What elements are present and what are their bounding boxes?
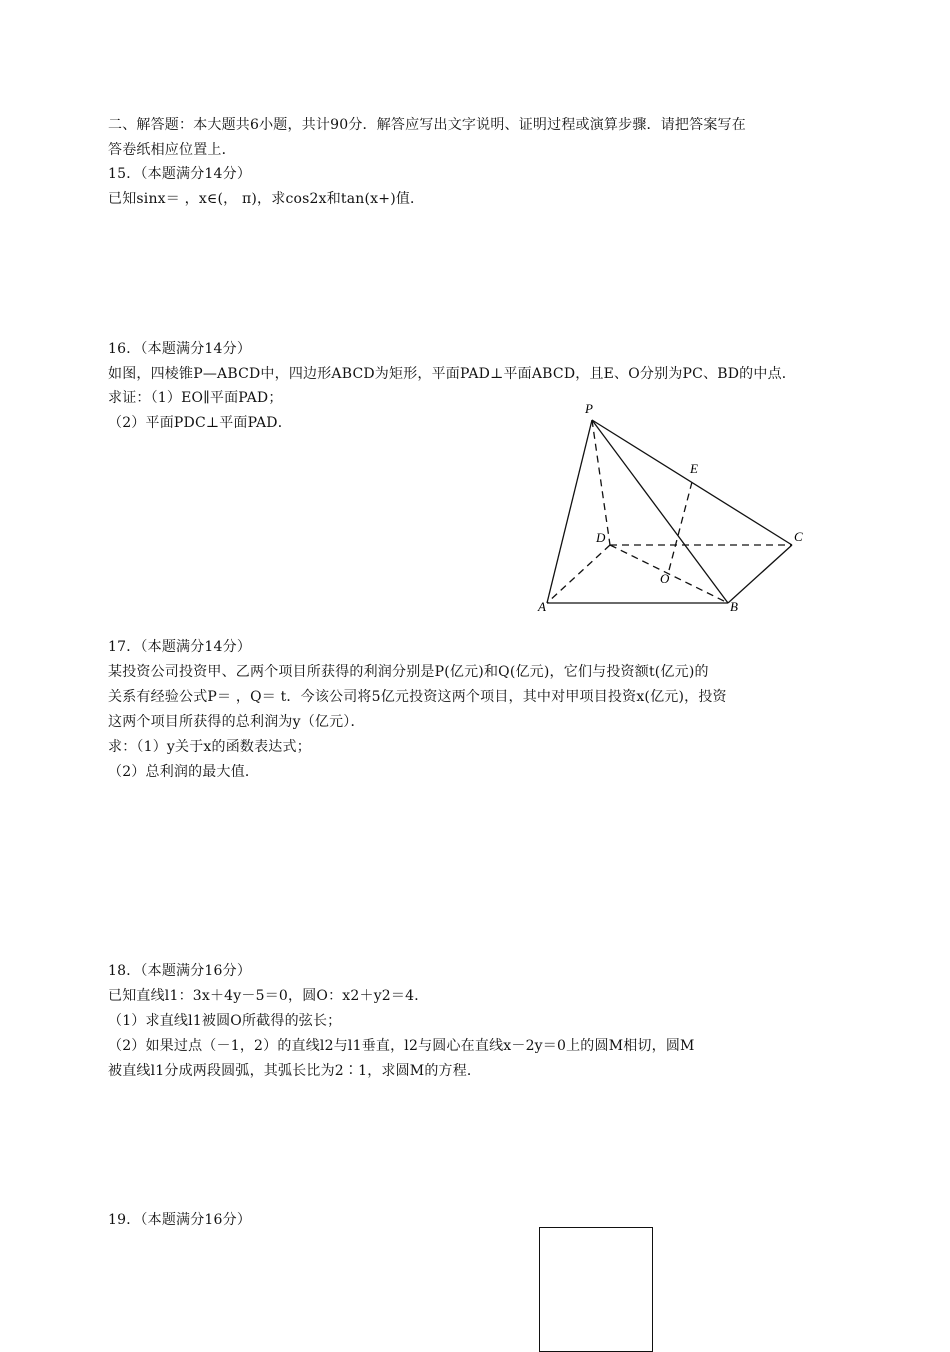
q19-figure-box xyxy=(539,1227,653,1352)
label-E: E xyxy=(690,461,698,476)
q17-line3: 这两个项目所获得的总利润为y（亿元）． xyxy=(108,714,365,730)
q16-proof-2: （2）平面PDC⊥平面PAD． xyxy=(108,415,292,431)
q15-text: 已知sinx＝ ，x∈(， π)，求cos2x和tan(x+)值． xyxy=(108,191,425,207)
section-heading-cont: 答卷纸相应位置上． xyxy=(108,142,236,158)
q17-title: 17．（本题满分14分） xyxy=(108,639,252,655)
q19-title: 19．（本题满分16分） xyxy=(108,1212,252,1228)
q17-ask-1: 求：（1）y关于x的函数表达式； xyxy=(108,739,311,755)
label-P: P xyxy=(585,401,593,416)
edge-PD xyxy=(592,420,610,545)
q18-title: 18．（本题满分16分） xyxy=(108,963,252,979)
q16-title: 16．（本题满分14分） xyxy=(108,341,252,357)
q15-title: 15．（本题满分14分） xyxy=(108,166,252,182)
label-A: A xyxy=(538,599,546,614)
q18-ask-2-cont: 被直线l1分成两段圆弧，其弧长比为2∶1，求圆M的方程． xyxy=(108,1063,482,1079)
label-D: D xyxy=(596,530,606,545)
edge-PA xyxy=(547,420,592,603)
q18-ask-2: （2）如果过点（－1，2）的直线l2与l1垂直，l2与圆心在直线x－2y＝0上的圆M相切，圆M xyxy=(108,1038,695,1054)
label-B: B xyxy=(730,599,738,614)
edge-DA xyxy=(547,545,610,603)
edge-BC xyxy=(728,545,792,603)
q18-ask-1: （1）求直线l1被圆O所截得的弦长； xyxy=(108,1013,342,1029)
q17-line1: 某投资公司投资甲、乙两个项目所获得的利润分别是P(亿元)和Q(亿元)，它们与投资额t(亿元)的 xyxy=(108,664,709,680)
q16-proof-1: 求证：（1）EO∥平面PAD； xyxy=(108,390,283,406)
q17-ask-2: （2）总利润的最大值． xyxy=(108,764,260,780)
section-heading: 二、解答题：本大题共6小题，共计90分．解答应写出文字说明、证明过程或演算步骤．请把答案写在 xyxy=(108,117,746,133)
q16-text: 如图，四棱锥P—ABCD中，四边形ABCD为矩形，平面PAD⊥平面ABCD，且E、O分别为PC、BD的中点． xyxy=(108,366,796,382)
q18-line1: 已知直线l1：3x＋4y－5＝0，圆O：x2＋y2＝4． xyxy=(108,988,429,1004)
q17-line2: 关系有经验公式P＝ ，Q＝ t．今该公司将5亿元投资这两个项目，其中对甲项目投资x(亿元)，投资 xyxy=(108,689,727,705)
label-O: O xyxy=(660,571,670,586)
pyramid-figure xyxy=(0,0,950,620)
label-C: C xyxy=(794,529,803,544)
